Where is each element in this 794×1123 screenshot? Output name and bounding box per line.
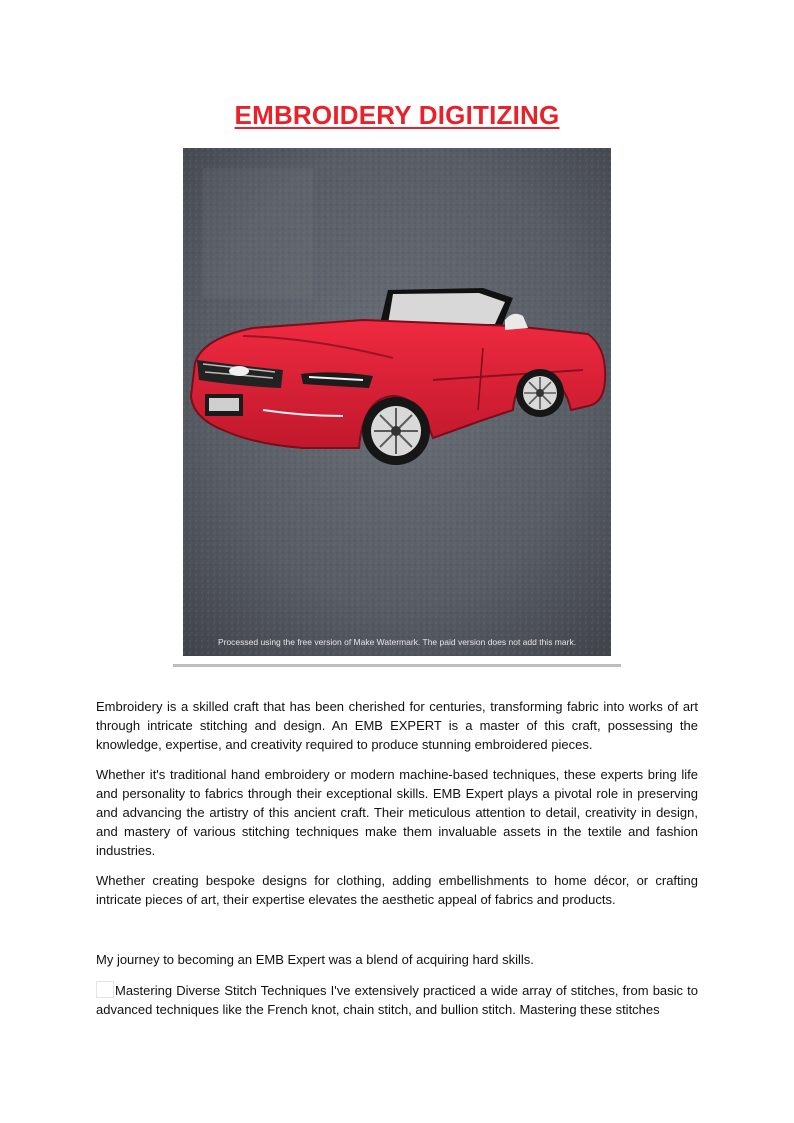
paragraph-5 bbox=[96, 981, 698, 1019]
paragraph-2: Whether it's traditional hand embroidery or modern machine-based techniques, these experts bring life and personality to fabrics through their exceptional skills. EMB Expert plays a pivotal role in preserving and advancing the artistry of this ancient craft. Their meticulous attention to detail, creativity in design, and mastery of various stitching techniques make them invaluable assets in the textile and fashion industries. bbox=[96, 767, 698, 858]
embroidered-car-photo bbox=[183, 148, 611, 656]
paragraph-3: Whether creating bespoke designs for clothing, adding embellishments to home décor, or crafting intricate pieces of art, their expertise elevates the aesthetic appeal of fabrics and products. bbox=[96, 873, 698, 907]
figure-divider bbox=[173, 664, 621, 667]
paragraph-5-text: Mastering Diverse Stitch Techniques I've extensively practiced a wide array of stitches, from basic to advanced techniques like the French knot, chain stitch, and bullion stitch. Mastering these stitches bbox=[96, 983, 698, 1017]
paragraph-4: My journey to becoming an EMB Expert was a blend of acquiring hard skills. bbox=[96, 952, 534, 967]
page-title: EMBROIDERY DIGITIZING bbox=[234, 100, 560, 130]
inline-placeholder-box bbox=[96, 981, 114, 998]
car-illustration bbox=[183, 148, 611, 656]
watermark-text: Processed using the free version of Make Watermark. The paid version does not add this mark. bbox=[217, 637, 577, 647]
figure bbox=[173, 140, 621, 668]
paragraph-1: Embroidery is a skilled craft that has been cherished for centuries, transforming fabric into works of art through intricate stitching and design. An EMB EXPERT is a master of this craft, possessing the knowledge, expertise, and creativity required to produce stunning embroidered pieces. bbox=[96, 699, 698, 752]
